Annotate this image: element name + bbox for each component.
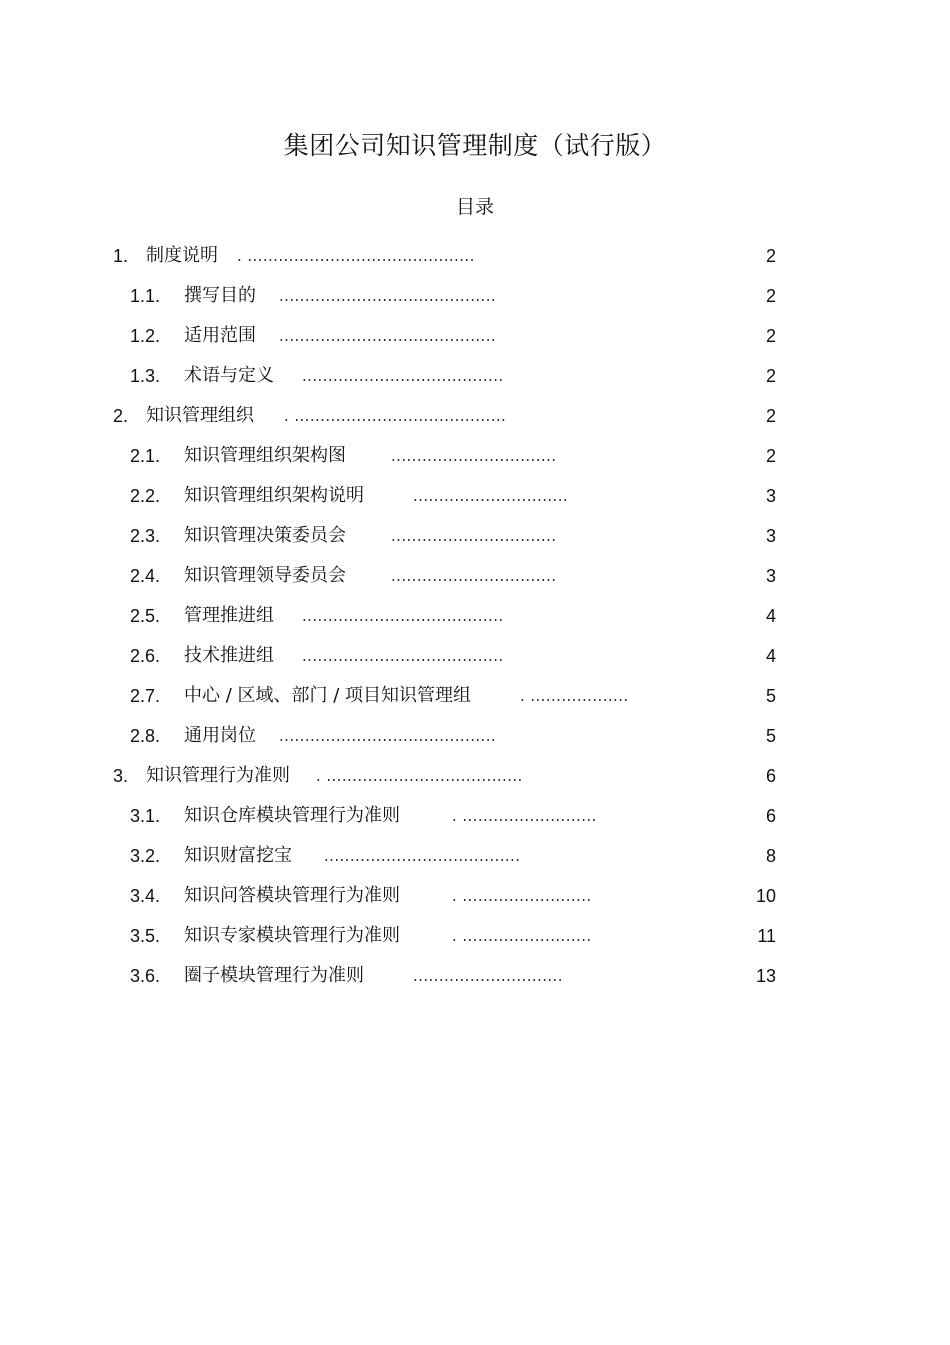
toc-dot-leader: ................................	[391, 527, 557, 545]
toc-entry-number: 2.1.	[130, 446, 161, 466]
toc-entry-label: 知识专家模块管理行为准则	[184, 925, 400, 946]
toc-entry[interactable]	[0, 920, 950, 960]
toc-entry-label: 知识财富挖宝	[184, 845, 292, 866]
toc-entry-number: 3.	[113, 766, 129, 786]
toc-entry-page-number: 2	[765, 246, 776, 266]
toc-entry-page-number: 2	[765, 406, 776, 426]
toc-entry[interactable]	[0, 640, 950, 680]
toc-dot-leader: ..........................................	[279, 727, 497, 745]
toc-entry[interactable]	[0, 320, 950, 360]
toc-dot-leader: .............................	[413, 967, 563, 985]
toc-dot-leader: ..........................................	[279, 327, 497, 345]
toc-entry-label: 知识问答模块管理行为准则	[184, 885, 400, 906]
toc-dot-leader: .......................................	[302, 607, 504, 625]
toc-entry-page-number: 6	[765, 766, 776, 786]
toc-entry-page-number: 6	[765, 806, 776, 826]
toc-entry[interactable]	[0, 760, 950, 800]
toc-entry-page-number: 13	[755, 966, 776, 986]
toc-entry-page-number: 8	[765, 846, 776, 866]
toc-entry[interactable]	[0, 360, 950, 400]
toc-entry-label: 知识管理行为准则	[146, 765, 290, 786]
toc-dot-leader: . ............................................	[237, 247, 475, 265]
toc-entry-label: 圈子模块管理行为准则	[184, 965, 364, 986]
toc-entry-page-number: 4	[765, 606, 776, 626]
toc-entry-page-number: 4	[765, 646, 776, 666]
toc-entry-number: 1.	[113, 246, 129, 266]
toc-entry-page-number: 2	[765, 446, 776, 466]
toc-dot-leader: . .........................	[452, 927, 592, 945]
toc-entry-number: 2.8.	[130, 726, 161, 746]
toc-dot-leader: . ...................	[520, 687, 629, 705]
toc-entry-number: 2.4.	[130, 566, 161, 586]
toc-entry-number: 2.	[113, 406, 129, 426]
toc-entry-label: 知识管理组织架构说明	[184, 485, 364, 506]
toc-entry-label: 术语与定义	[184, 365, 274, 386]
toc-dot-leader: ......................................	[324, 847, 521, 865]
toc-dot-leader: .......................................	[302, 367, 504, 385]
toc-dot-leader: ................................	[391, 447, 557, 465]
toc-entry[interactable]	[0, 840, 950, 880]
toc-entry[interactable]	[0, 480, 950, 520]
toc-entry-number: 2.3.	[130, 526, 161, 546]
toc-entry-label: 撰写目的	[184, 285, 256, 306]
document-title: 集团公司知识管理制度（试行版）	[283, 131, 667, 160]
toc-entry[interactable]	[0, 960, 950, 1000]
toc-entry-number: 1.3.	[130, 366, 161, 386]
toc-entry-number: 3.2.	[130, 846, 161, 866]
toc-entry[interactable]	[0, 600, 950, 640]
toc-entry-label: 通用岗位	[184, 725, 256, 746]
toc-entry[interactable]	[0, 440, 950, 480]
toc-entry[interactable]	[0, 680, 950, 720]
toc-entry-label: 知识管理组织	[146, 405, 254, 426]
toc-entry-page-number: 2	[765, 286, 776, 306]
toc-entry-number: 3.1.	[130, 806, 161, 826]
toc-dot-leader: ..............................	[413, 487, 569, 505]
toc-entry-page-number: 3	[765, 566, 776, 586]
toc-entry-label: 知识管理领导委员会	[184, 565, 346, 586]
toc-entry-page-number: 5	[765, 726, 776, 746]
toc-heading: 目录	[455, 196, 494, 218]
toc-entry-number: 2.2.	[130, 486, 161, 506]
toc-entry[interactable]	[0, 800, 950, 840]
toc-entry-label: 制度说明	[146, 245, 218, 266]
toc-entry-number: 2.6.	[130, 646, 161, 666]
toc-entry-label: 知识仓库模块管理行为准则	[184, 805, 400, 826]
toc-entry-page-number: 5	[765, 686, 776, 706]
toc-dot-leader: . .........................................	[284, 407, 507, 425]
toc-dot-leader: ................................	[391, 567, 557, 585]
toc-dot-leader: . ..........................	[452, 807, 597, 825]
toc-entry-label: 中心 / 区域、部门 / 项目知识管理组	[184, 685, 472, 706]
toc-entry-number: 2.7.	[130, 686, 161, 706]
toc-entry-page-number: 3	[765, 526, 776, 546]
toc-entry[interactable]	[0, 280, 950, 320]
toc-entry-label: 知识管理组织架构图	[184, 445, 346, 466]
toc-entry-number: 3.4.	[130, 886, 161, 906]
toc-entry[interactable]	[0, 560, 950, 600]
toc-entry[interactable]	[0, 720, 950, 760]
toc-entry-page-number: 2	[765, 326, 776, 346]
table-of-contents	[0, 240, 950, 1000]
toc-dot-leader: ..........................................	[279, 287, 497, 305]
toc-entry-number: 1.1.	[130, 286, 161, 306]
toc-entry-number: 3.5.	[130, 926, 161, 946]
toc-entry-label: 知识管理决策委员会	[184, 525, 346, 546]
toc-dot-leader: . .........................	[452, 887, 592, 905]
toc-entry[interactable]	[0, 520, 950, 560]
toc-entry-page-number: 3	[765, 486, 776, 506]
toc-entry[interactable]	[0, 400, 950, 440]
toc-entry-number: 2.5.	[130, 606, 161, 626]
toc-entry-number: 3.6.	[130, 966, 161, 986]
toc-entry-label: 技术推进组	[184, 645, 274, 666]
toc-entry-page-number: 10	[755, 886, 776, 906]
toc-entry-page-number: 2	[765, 366, 776, 386]
toc-entry[interactable]	[0, 240, 950, 280]
toc-dot-leader: .......................................	[302, 647, 504, 665]
toc-entry-page-number: 11	[757, 926, 776, 946]
toc-entry-number: 1.2.	[130, 326, 161, 346]
toc-entry-label: 管理推进组	[184, 605, 274, 626]
toc-entry-label: 适用范围	[184, 325, 256, 346]
toc-dot-leader: . ......................................	[316, 767, 523, 785]
toc-entry[interactable]	[0, 880, 950, 920]
